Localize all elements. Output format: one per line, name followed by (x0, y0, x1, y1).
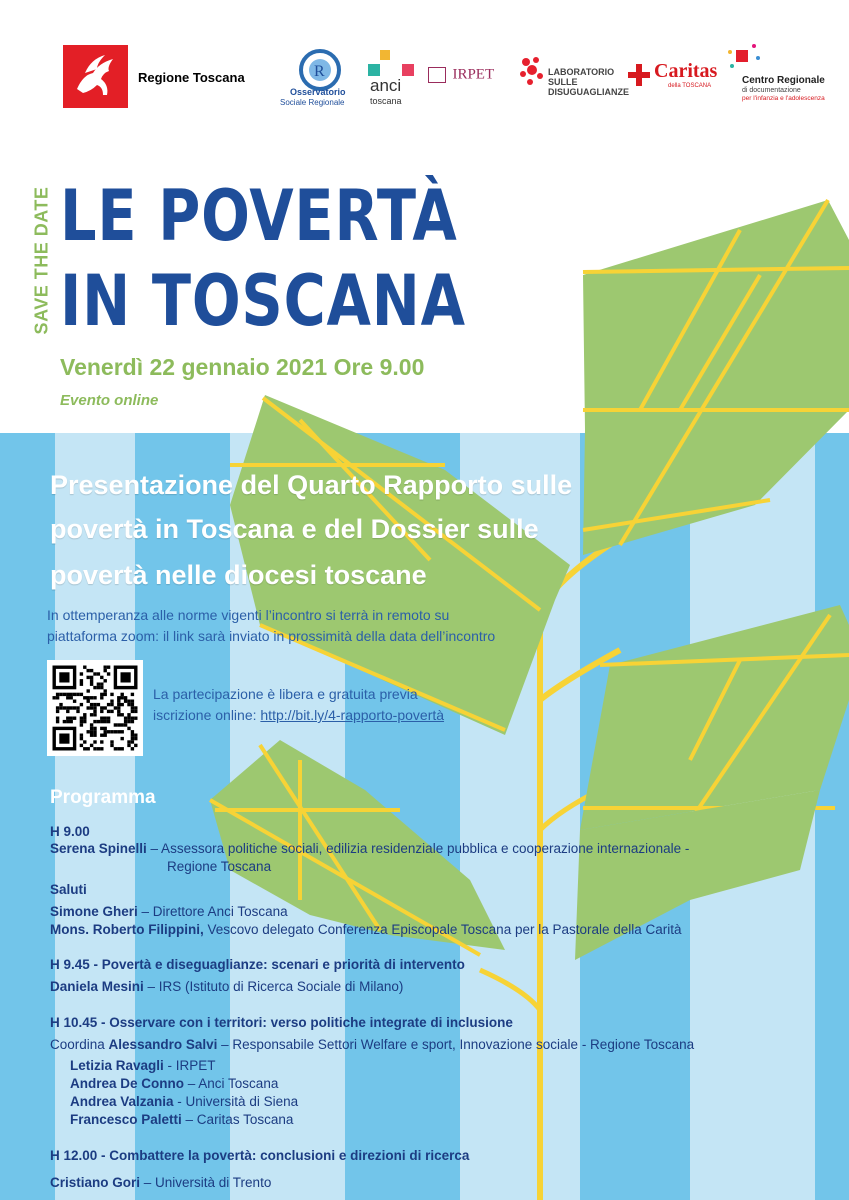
session3-coord-name: Alessandro Salvi (108, 1037, 218, 1052)
registration-line1: La partecipazione è libera e gratuita previa (153, 686, 418, 702)
greeting1-role: – Direttore Anci Toscana (137, 904, 288, 919)
session4-speaker-role: – Università di Trento (140, 1175, 272, 1190)
session3-coordinator (50, 1037, 694, 1052)
qr-code-icon (47, 660, 143, 756)
panelist-3-role: - Università di Siena (173, 1094, 299, 1109)
greeting2 (50, 922, 682, 937)
panelist-2-role: – Anci Toscana (184, 1076, 279, 1091)
osservatorio-logo (280, 48, 370, 112)
panelist-4-name: Francesco Paletti (70, 1112, 182, 1127)
greeting2-role: Vescovo delegato Conferenza Episcopale Toscana per la Pastorale della Carità (203, 922, 682, 937)
remote-note-line1: In ottemperanza alle norme vigenti l’incontro si terrà in remoto su (47, 607, 450, 623)
session4-speaker-name: Cristiano Gori (50, 1175, 141, 1190)
registration-link[interactable]: http://bit.ly/4-rapporto-povertà (260, 707, 445, 723)
anci-square-teal (368, 64, 380, 76)
session4-title: H 12.00 - Combattere la povertà: conclusioni e direzioni di ricerca (50, 1148, 470, 1163)
regione-toscana-flag (63, 45, 128, 108)
presentation-line3: povertà nelle diocesi toscane (50, 560, 427, 590)
anci-toscana-logo (366, 48, 418, 108)
panelist-2-name: Andrea De Conno (70, 1076, 185, 1091)
program-heading: Programma (50, 787, 156, 808)
session1-speaker-name: Serena Spinelli (50, 841, 147, 856)
laboratorio-line3: DISUGUAGLIANZE (548, 87, 629, 97)
laboratorio-dots-icon (518, 56, 548, 92)
osservatorio-line1: Osservatorio (290, 87, 346, 97)
panelist-1 (70, 1058, 216, 1073)
event-date: Venerdì 22 gennaio 2021 Ore 9.00 (60, 354, 425, 380)
session1-speaker (50, 841, 689, 856)
remote-note-line2: piattaforma zoom: il link sarà inviato in prossimità della data dell’incontro (47, 628, 496, 644)
centro-confetti-icon (726, 42, 766, 72)
panelist-4 (70, 1112, 293, 1127)
session1-time: H 9.00 (50, 824, 90, 839)
session2-title: H 9.45 - Povertà e diseguaglianze: scenari e priorità di intervento (50, 957, 465, 972)
greeting1-name: Simone Gheri (50, 904, 138, 919)
registration-qr-code[interactable] (47, 660, 143, 756)
panelist-1-name: Letizia Ravagli (70, 1058, 164, 1073)
irpet-label: IRPET (452, 66, 495, 83)
anci-square-green (380, 50, 390, 60)
session2-speaker-role: – IRS (Istituto di Ricerca Sociale di Milano) (143, 979, 404, 994)
presentation-line1: Presentazione del Quarto Rapporto sulle (50, 470, 573, 500)
session2-speaker-name: Daniela Mesini (50, 979, 144, 994)
panelist-2 (70, 1076, 278, 1091)
session3-title: H 10.45 - Osservare con i territori: verso politiche integrate di inclusione (50, 1015, 513, 1030)
svg-text:R: R (314, 63, 325, 80)
regione-toscana-label: Regione Toscana (138, 70, 245, 85)
registration-prefix: iscrizione online: (153, 707, 261, 723)
panelist-4-role: – Caritas Toscana (181, 1112, 294, 1127)
panelist-1-role: - IRPET (163, 1058, 216, 1073)
centro-line2: di documentazione (742, 87, 801, 94)
session3-coord-role: – Responsabile Settori Welfare e sport, Innovazione sociale - Regione Toscana (217, 1037, 695, 1052)
anci-square-red (402, 64, 414, 76)
presentation-line2: povertà in Toscana e del Dossier sulle (50, 514, 539, 544)
panelist-3 (70, 1094, 298, 1109)
session2-speaker (50, 979, 403, 994)
event-title-line1: LE POVERTÀ (60, 175, 458, 257)
panelist-3-name: Andrea Valzania (70, 1094, 174, 1109)
osservatorio-line2: Sociale Regionale (280, 98, 345, 107)
greeting1 (50, 904, 288, 919)
session1-speaker-role2: Regione Toscana (167, 859, 272, 874)
anci-line2: toscana (370, 96, 402, 106)
event-mode: Evento online (60, 392, 159, 409)
laboratorio-line2: SULLE (548, 77, 578, 87)
pegasus-icon (63, 45, 128, 108)
registration-line2 (153, 707, 444, 723)
session4-speaker (50, 1175, 271, 1190)
save-the-date-label: SAVE THE DATE (31, 186, 52, 335)
caritas-sub: della TOSCANA (668, 83, 712, 89)
irpet-logo (428, 66, 494, 84)
session1-speaker-role: – Assessora politiche sociali, edilizia residenziale pubblica e cooperazione internazionale - (146, 841, 690, 856)
event-title-line2: IN TOSCANA (60, 260, 466, 342)
centro-line3: per l'infanzia e l'adolescenza (742, 95, 825, 102)
caritas-label: Caritas (654, 60, 718, 82)
greeting2-name: Mons. Roberto Filippini, (50, 922, 204, 937)
laboratorio-line1: LABORATORIO (548, 67, 615, 77)
irpet-mark-icon (428, 67, 446, 83)
anci-line1: anci (370, 76, 402, 95)
greetings-label: Saluti (50, 882, 87, 897)
session3-coord-label: Coordina (50, 1037, 109, 1052)
caritas-cross-icon (626, 62, 652, 88)
centro-line1: Centro Regionale (742, 75, 825, 86)
